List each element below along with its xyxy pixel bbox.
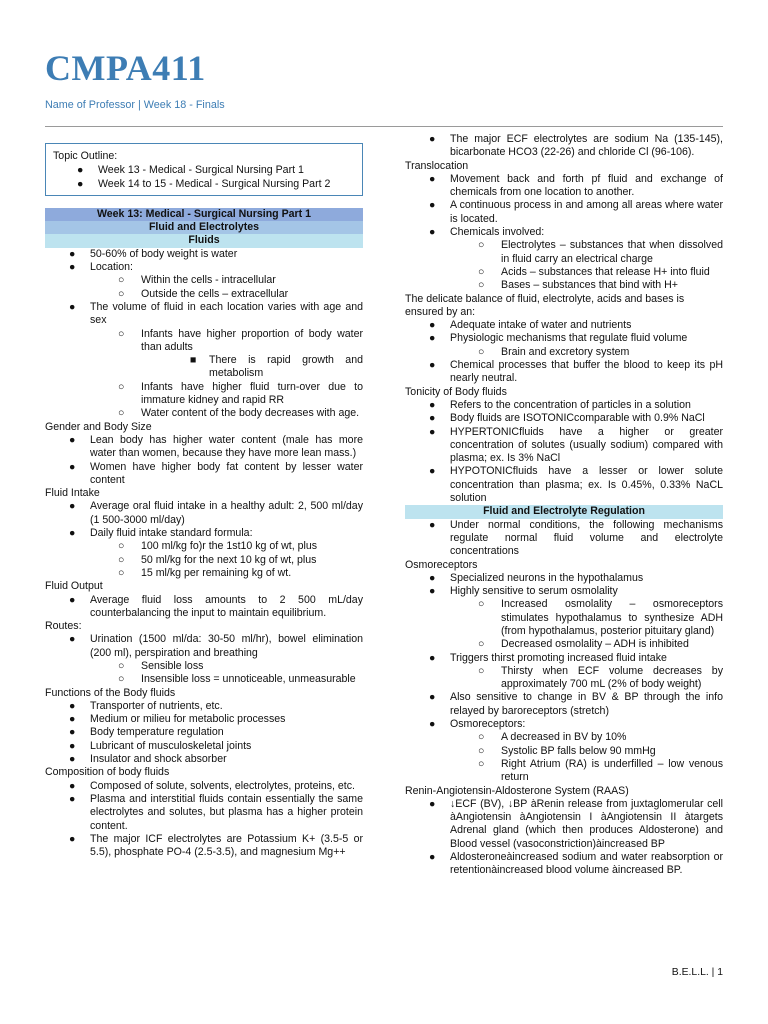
bullet-icon: ● bbox=[69, 779, 76, 792]
list-item bbox=[45, 274, 363, 287]
subheading bbox=[45, 487, 363, 500]
bullet-icon: ● bbox=[429, 133, 436, 145]
circle-bullet-icon: ○ bbox=[118, 287, 125, 300]
list-item bbox=[45, 301, 363, 328]
bullet-icon: ● bbox=[69, 500, 76, 513]
circle-bullet-icon: ○ bbox=[478, 731, 485, 744]
list-item bbox=[405, 851, 723, 878]
bullet-icon: ● bbox=[69, 247, 76, 260]
section-header-fluids: Fluids bbox=[45, 234, 363, 247]
bullet-icon: ● bbox=[429, 585, 436, 598]
item-text: Chemicals involved: bbox=[450, 226, 545, 239]
item-text: Thirsty when ECF volume decreases by approximately 700 mL (2% of body weight) bbox=[501, 664, 723, 691]
item-text: Water content of the body decreases with age. bbox=[141, 407, 360, 420]
topic-outline-item: ● Week 13 - Medical - Surgical Nursing Part 1 bbox=[77, 164, 304, 177]
square-bullet-icon: ■ bbox=[190, 354, 197, 367]
list-item bbox=[45, 540, 363, 553]
item-text: Routes: bbox=[45, 620, 82, 633]
list-item bbox=[45, 726, 363, 739]
list-item bbox=[405, 585, 723, 598]
circle-bullet-icon: ○ bbox=[118, 540, 125, 553]
bullet-icon: ● bbox=[69, 593, 76, 606]
item-text: Specialized neurons in the hypothalamus bbox=[450, 571, 644, 584]
item-text: Adequate intake of water and nutrients bbox=[450, 319, 632, 332]
section-header-week13: Week 13: Medical - Surgical Nursing Part 1 bbox=[45, 208, 363, 221]
bullet-icon: ● bbox=[69, 460, 76, 473]
item-text: Aldosteroneàincreased sodium and water reabsorption or retentionàincreased blood volume àincreased BP. bbox=[450, 851, 723, 877]
item-text: Plasma and interstitial fluids contain essentially the same electrolytes and solutes, but plasma has a higher protein content. bbox=[90, 792, 363, 832]
circle-bullet-icon: ○ bbox=[478, 345, 485, 358]
list-item bbox=[45, 633, 363, 660]
item-text: Outside the cells – extracellular bbox=[141, 287, 289, 300]
list-item bbox=[405, 359, 723, 386]
item-text: Sensible loss bbox=[141, 659, 204, 672]
list-item bbox=[45, 288, 363, 301]
bullet-icon: ● bbox=[429, 319, 436, 332]
item-text: Body temperature regulation bbox=[90, 726, 224, 739]
list-item bbox=[405, 266, 723, 279]
item-text: Refers to the concentration of particles in a solution bbox=[450, 398, 691, 411]
bullet-icon: ● bbox=[429, 518, 436, 531]
document-title: CMPA411 bbox=[45, 48, 206, 88]
bullet-icon: ● bbox=[69, 527, 76, 540]
item-text: Medium or milieu for metabolic processes bbox=[90, 713, 286, 726]
list-item bbox=[405, 519, 723, 559]
list-item bbox=[405, 718, 723, 731]
item-text: Functions of the Body fluids bbox=[45, 686, 176, 699]
right-column bbox=[405, 133, 723, 878]
item-text: Systolic BP falls below 90 mmHg bbox=[501, 744, 656, 757]
list-item bbox=[45, 753, 363, 766]
bullet-icon: ● bbox=[69, 699, 76, 712]
list-item bbox=[45, 793, 363, 833]
circle-bullet-icon: ○ bbox=[118, 274, 125, 287]
list-item bbox=[405, 745, 723, 758]
list-item bbox=[405, 638, 723, 651]
section-header-fluid-electrolytes: Fluid and Electrolytes bbox=[45, 221, 363, 234]
circle-bullet-icon: ○ bbox=[118, 659, 125, 672]
item-text: Fluid Intake bbox=[45, 487, 100, 500]
list-item bbox=[45, 527, 363, 540]
subheading bbox=[45, 620, 363, 633]
subheading bbox=[405, 160, 723, 173]
list-item bbox=[45, 500, 363, 527]
item-text: 100 ml/kg fo)r the 1st10 kg of wt, plus bbox=[141, 540, 318, 553]
circle-bullet-icon: ○ bbox=[478, 638, 485, 651]
header-divider bbox=[45, 126, 723, 127]
bullet-icon: ● bbox=[69, 713, 76, 726]
circle-bullet-icon: ○ bbox=[118, 327, 125, 340]
list-item bbox=[405, 731, 723, 744]
right-notes-list-top bbox=[405, 133, 723, 505]
item-text: Renin-Angiotensin-Aldosterone System (RAAS) bbox=[405, 784, 629, 797]
list-item bbox=[405, 412, 723, 425]
item-text: Right Atrium (RA) is underfilled – low venous return bbox=[501, 757, 723, 784]
circle-bullet-icon: ○ bbox=[478, 757, 485, 770]
item-text: Acids – substances that release H+ into fluid bbox=[501, 265, 710, 278]
bullet-icon: ● bbox=[429, 412, 436, 425]
right-notes-list-bottom bbox=[405, 519, 723, 878]
bullet-icon: ● bbox=[429, 199, 436, 212]
item-text: Movement back and forth pf fluid and exchange of chemicals from one location to another. bbox=[450, 172, 723, 199]
list-item bbox=[405, 133, 723, 160]
item-text: Fluid Output bbox=[45, 580, 103, 593]
list-item bbox=[45, 780, 363, 793]
bullet-icon: ● bbox=[69, 792, 76, 805]
circle-bullet-icon: ○ bbox=[118, 673, 125, 686]
subheading bbox=[405, 559, 723, 572]
list-item bbox=[45, 261, 363, 274]
bullet-icon: ● bbox=[429, 851, 436, 864]
item-text: Chemical processes that buffer the blood to keep its pH nearly neutral. bbox=[450, 359, 723, 385]
list-item bbox=[405, 399, 723, 412]
bullet-icon: ● bbox=[77, 177, 84, 190]
item-text: 15 ml/kg per remaining kg of wt. bbox=[141, 566, 292, 579]
list-item bbox=[405, 173, 723, 200]
circle-bullet-icon: ○ bbox=[478, 598, 485, 611]
list-item bbox=[405, 199, 723, 226]
bullet-icon: ● bbox=[429, 691, 436, 704]
item-text: Bases – substances that bind with H+ bbox=[501, 279, 678, 292]
bullet-icon: ● bbox=[69, 832, 76, 845]
list-item bbox=[45, 381, 363, 408]
list-item bbox=[45, 567, 363, 580]
item-text: Within the cells - intracellular bbox=[141, 274, 276, 287]
subheading bbox=[45, 687, 363, 700]
subheading bbox=[405, 386, 723, 399]
circle-bullet-icon: ○ bbox=[118, 380, 125, 393]
bullet-icon: ● bbox=[69, 739, 76, 752]
subheading bbox=[45, 421, 363, 434]
item-text: Average oral fluid intake in a healthy adult: 2, 500 ml/day (1 500-3000 ml/day) bbox=[90, 500, 363, 526]
item-text: Brain and excretory system bbox=[501, 345, 630, 358]
subheading bbox=[45, 766, 363, 779]
bullet-icon: ● bbox=[77, 164, 84, 177]
bullet-icon: ● bbox=[429, 651, 436, 664]
item-text: Electrolytes – substances that when dissolved in fluid carry an electrical charge bbox=[501, 239, 723, 265]
item-text: Osmoreceptors bbox=[405, 558, 478, 571]
bullet-icon: ● bbox=[429, 797, 436, 810]
item-text: Location: bbox=[90, 261, 133, 274]
item-text: Highly sensitive to serum osmolality bbox=[450, 585, 618, 598]
subheading bbox=[405, 785, 723, 798]
item-text: Also sensitive to change in BV & BP through the info relayed by baroreceptors (stretch) bbox=[450, 691, 723, 717]
list-item bbox=[45, 461, 363, 488]
item-text: Body fluids are ISOTONICcomparable with 0.9% NaCl bbox=[450, 412, 705, 425]
circle-bullet-icon: ○ bbox=[118, 566, 125, 579]
circle-bullet-icon: ○ bbox=[478, 265, 485, 278]
circle-bullet-icon: ○ bbox=[478, 744, 485, 757]
list-item bbox=[405, 426, 723, 466]
item-text: Gender and Body Size bbox=[45, 420, 152, 433]
item-text: HYPERTONICfluids have a higher or greater concentration of solutes (usually sodium) compared with plasma; ex. Is 3% NaCl bbox=[450, 425, 723, 465]
bullet-icon: ● bbox=[429, 332, 436, 345]
item-text: Daily fluid intake standard formula: bbox=[90, 527, 253, 540]
page-footer: B.E.L.L. | 1 bbox=[671, 967, 723, 978]
list-item bbox=[405, 346, 723, 359]
list-item bbox=[405, 598, 723, 638]
list-item bbox=[405, 319, 723, 332]
list-item bbox=[405, 279, 723, 292]
item-text: Transporter of nutrients, etc. bbox=[90, 699, 223, 712]
item-text: 50 ml/kg for the next 10 kg of wt, plus bbox=[141, 553, 317, 566]
list-item bbox=[45, 407, 363, 420]
item-text: Urination (1500 ml/da: 30-50 ml/hr), bowel elimination (200 ml), perspiration and breathing bbox=[90, 633, 363, 659]
bullet-icon: ● bbox=[69, 433, 76, 446]
list-item bbox=[405, 239, 723, 266]
bullet-icon: ● bbox=[69, 261, 76, 274]
list-item bbox=[405, 691, 723, 718]
topic-outline-box bbox=[45, 143, 363, 196]
left-notes-list bbox=[45, 248, 363, 860]
item-text: Decreased osmolality – ADH is inhibited bbox=[501, 638, 689, 651]
list-item bbox=[405, 665, 723, 692]
list-item bbox=[405, 332, 723, 345]
item-text: 50-60% of body weight is water bbox=[90, 247, 238, 260]
bullet-icon: ● bbox=[69, 753, 76, 766]
bullet-icon: ● bbox=[429, 398, 436, 411]
item-text: The major ICF electrolytes are Potassium K+ (3.5-5 or 5.5), phosphate PO-4 (2.5-3.5), and magnesium Mg++ bbox=[90, 832, 363, 859]
bullet-icon: ● bbox=[429, 465, 436, 478]
item-text: Lean body has higher water content (male has more water than women, because they have more lean mass.) bbox=[90, 433, 363, 460]
subheading bbox=[405, 293, 723, 320]
circle-bullet-icon: ○ bbox=[118, 553, 125, 566]
list-item bbox=[45, 660, 363, 673]
circle-bullet-icon: ○ bbox=[478, 664, 485, 677]
item-text: Infants have higher proportion of body water than adults bbox=[141, 327, 363, 353]
list-item bbox=[45, 833, 363, 860]
subheading bbox=[45, 580, 363, 593]
item-text: Average fluid loss amounts to 2 500 mL/day counterbalancing the input to maintain equilibrium. bbox=[90, 593, 363, 619]
item-text: A decreased in BV by 10% bbox=[501, 731, 627, 744]
item-text: Insulator and shock absorber bbox=[90, 753, 227, 766]
item-text: The delicate balance of fluid, electrolyte, acids and bases is ensured by an: bbox=[405, 292, 685, 318]
circle-bullet-icon: ○ bbox=[478, 279, 485, 292]
item-text: Infants have higher fluid turn-over due to immature kidney and rapid RR bbox=[141, 380, 363, 407]
list-item bbox=[405, 226, 723, 239]
item-text: Lubricant of musculoskeletal joints bbox=[90, 739, 252, 752]
item-text: Women have higher body fat content by lesser water content bbox=[90, 460, 363, 486]
bullet-icon: ● bbox=[69, 633, 76, 646]
list-item bbox=[45, 354, 363, 381]
list-item bbox=[405, 572, 723, 585]
bullet-icon: ● bbox=[69, 300, 76, 313]
item-text: Triggers thirst promoting increased fluid intake bbox=[450, 651, 667, 664]
item-text: A continuous process in and among all areas where water is located. bbox=[450, 199, 723, 225]
item-text: Osmoreceptors: bbox=[450, 718, 526, 731]
list-item bbox=[45, 673, 363, 686]
circle-bullet-icon: ○ bbox=[478, 239, 485, 252]
item-text: ↓ECF (BV), ↓BP àRenin release from juxtaglomerular cell àAngiotensin àAngiotensin I àAngiotensin II àtargets Adrenal gland (which then produces Aldosterone) and Blood vessel (vasoconstriction)àincreased BP bbox=[450, 797, 723, 850]
item-text: Insensible loss = unnoticeable, unmeasurable bbox=[141, 673, 356, 686]
list-item bbox=[45, 740, 363, 753]
list-item bbox=[405, 798, 723, 851]
item-text: Under normal conditions, the following mechanisms regulate normal fluid volume and electrolyte concentrations bbox=[450, 518, 723, 558]
list-item bbox=[45, 434, 363, 461]
list-item bbox=[45, 554, 363, 567]
left-column bbox=[45, 133, 363, 859]
list-item bbox=[45, 700, 363, 713]
bullet-icon: ● bbox=[69, 726, 76, 739]
circle-bullet-icon: ○ bbox=[118, 407, 125, 420]
item-text: There is rapid growth and metabolism bbox=[209, 354, 363, 380]
list-item bbox=[405, 758, 723, 785]
item-text: Translocation bbox=[405, 159, 469, 172]
list-item bbox=[45, 248, 363, 261]
bullet-icon: ● bbox=[429, 172, 436, 185]
item-text: The major ECF electrolytes are sodium Na (135-145), bicarbonate HCO3 (22-26) and chloride Cl (96-106). bbox=[450, 133, 723, 159]
section-header-regulation: Fluid and Electrolyte Regulation bbox=[405, 505, 723, 518]
document-subtitle: Name of Professor | Week 18 - Finals bbox=[45, 99, 225, 111]
list-item bbox=[405, 652, 723, 665]
item-text: HYPOTONICfluids have a lesser or lower solute concentration than plasma; ex. Is 0.45%, 0.33% NaCL solution bbox=[450, 465, 723, 505]
list-item bbox=[45, 594, 363, 621]
item-text: Tonicity of Body fluids bbox=[405, 385, 507, 398]
bullet-icon: ● bbox=[429, 226, 436, 239]
item-text: Physiologic mechanisms that regulate fluid volume bbox=[450, 332, 688, 345]
topic-outline-title: Topic Outline: bbox=[53, 150, 118, 162]
bullet-icon: ● bbox=[429, 425, 436, 438]
bullet-icon: ● bbox=[429, 359, 436, 372]
item-text: Composed of solute, solvents, electrolytes, proteins, etc. bbox=[90, 779, 355, 792]
list-item bbox=[45, 713, 363, 726]
item-text: Composition of body fluids bbox=[45, 766, 170, 779]
item-text: Increased osmolality – osmoreceptors stimulates hypothalamus to synthesize ADH (from hypothalamus, posterior pituitary gland) bbox=[501, 598, 723, 637]
list-item bbox=[45, 328, 363, 355]
topic-outline-item: ● Week 14 to 15 - Medical - Surgical Nursing Part 2 bbox=[77, 177, 331, 190]
item-text: The volume of fluid in each location varies with age and sex bbox=[90, 300, 363, 327]
list-item bbox=[405, 465, 723, 505]
bullet-icon: ● bbox=[429, 718, 436, 731]
bullet-icon: ● bbox=[429, 571, 436, 584]
